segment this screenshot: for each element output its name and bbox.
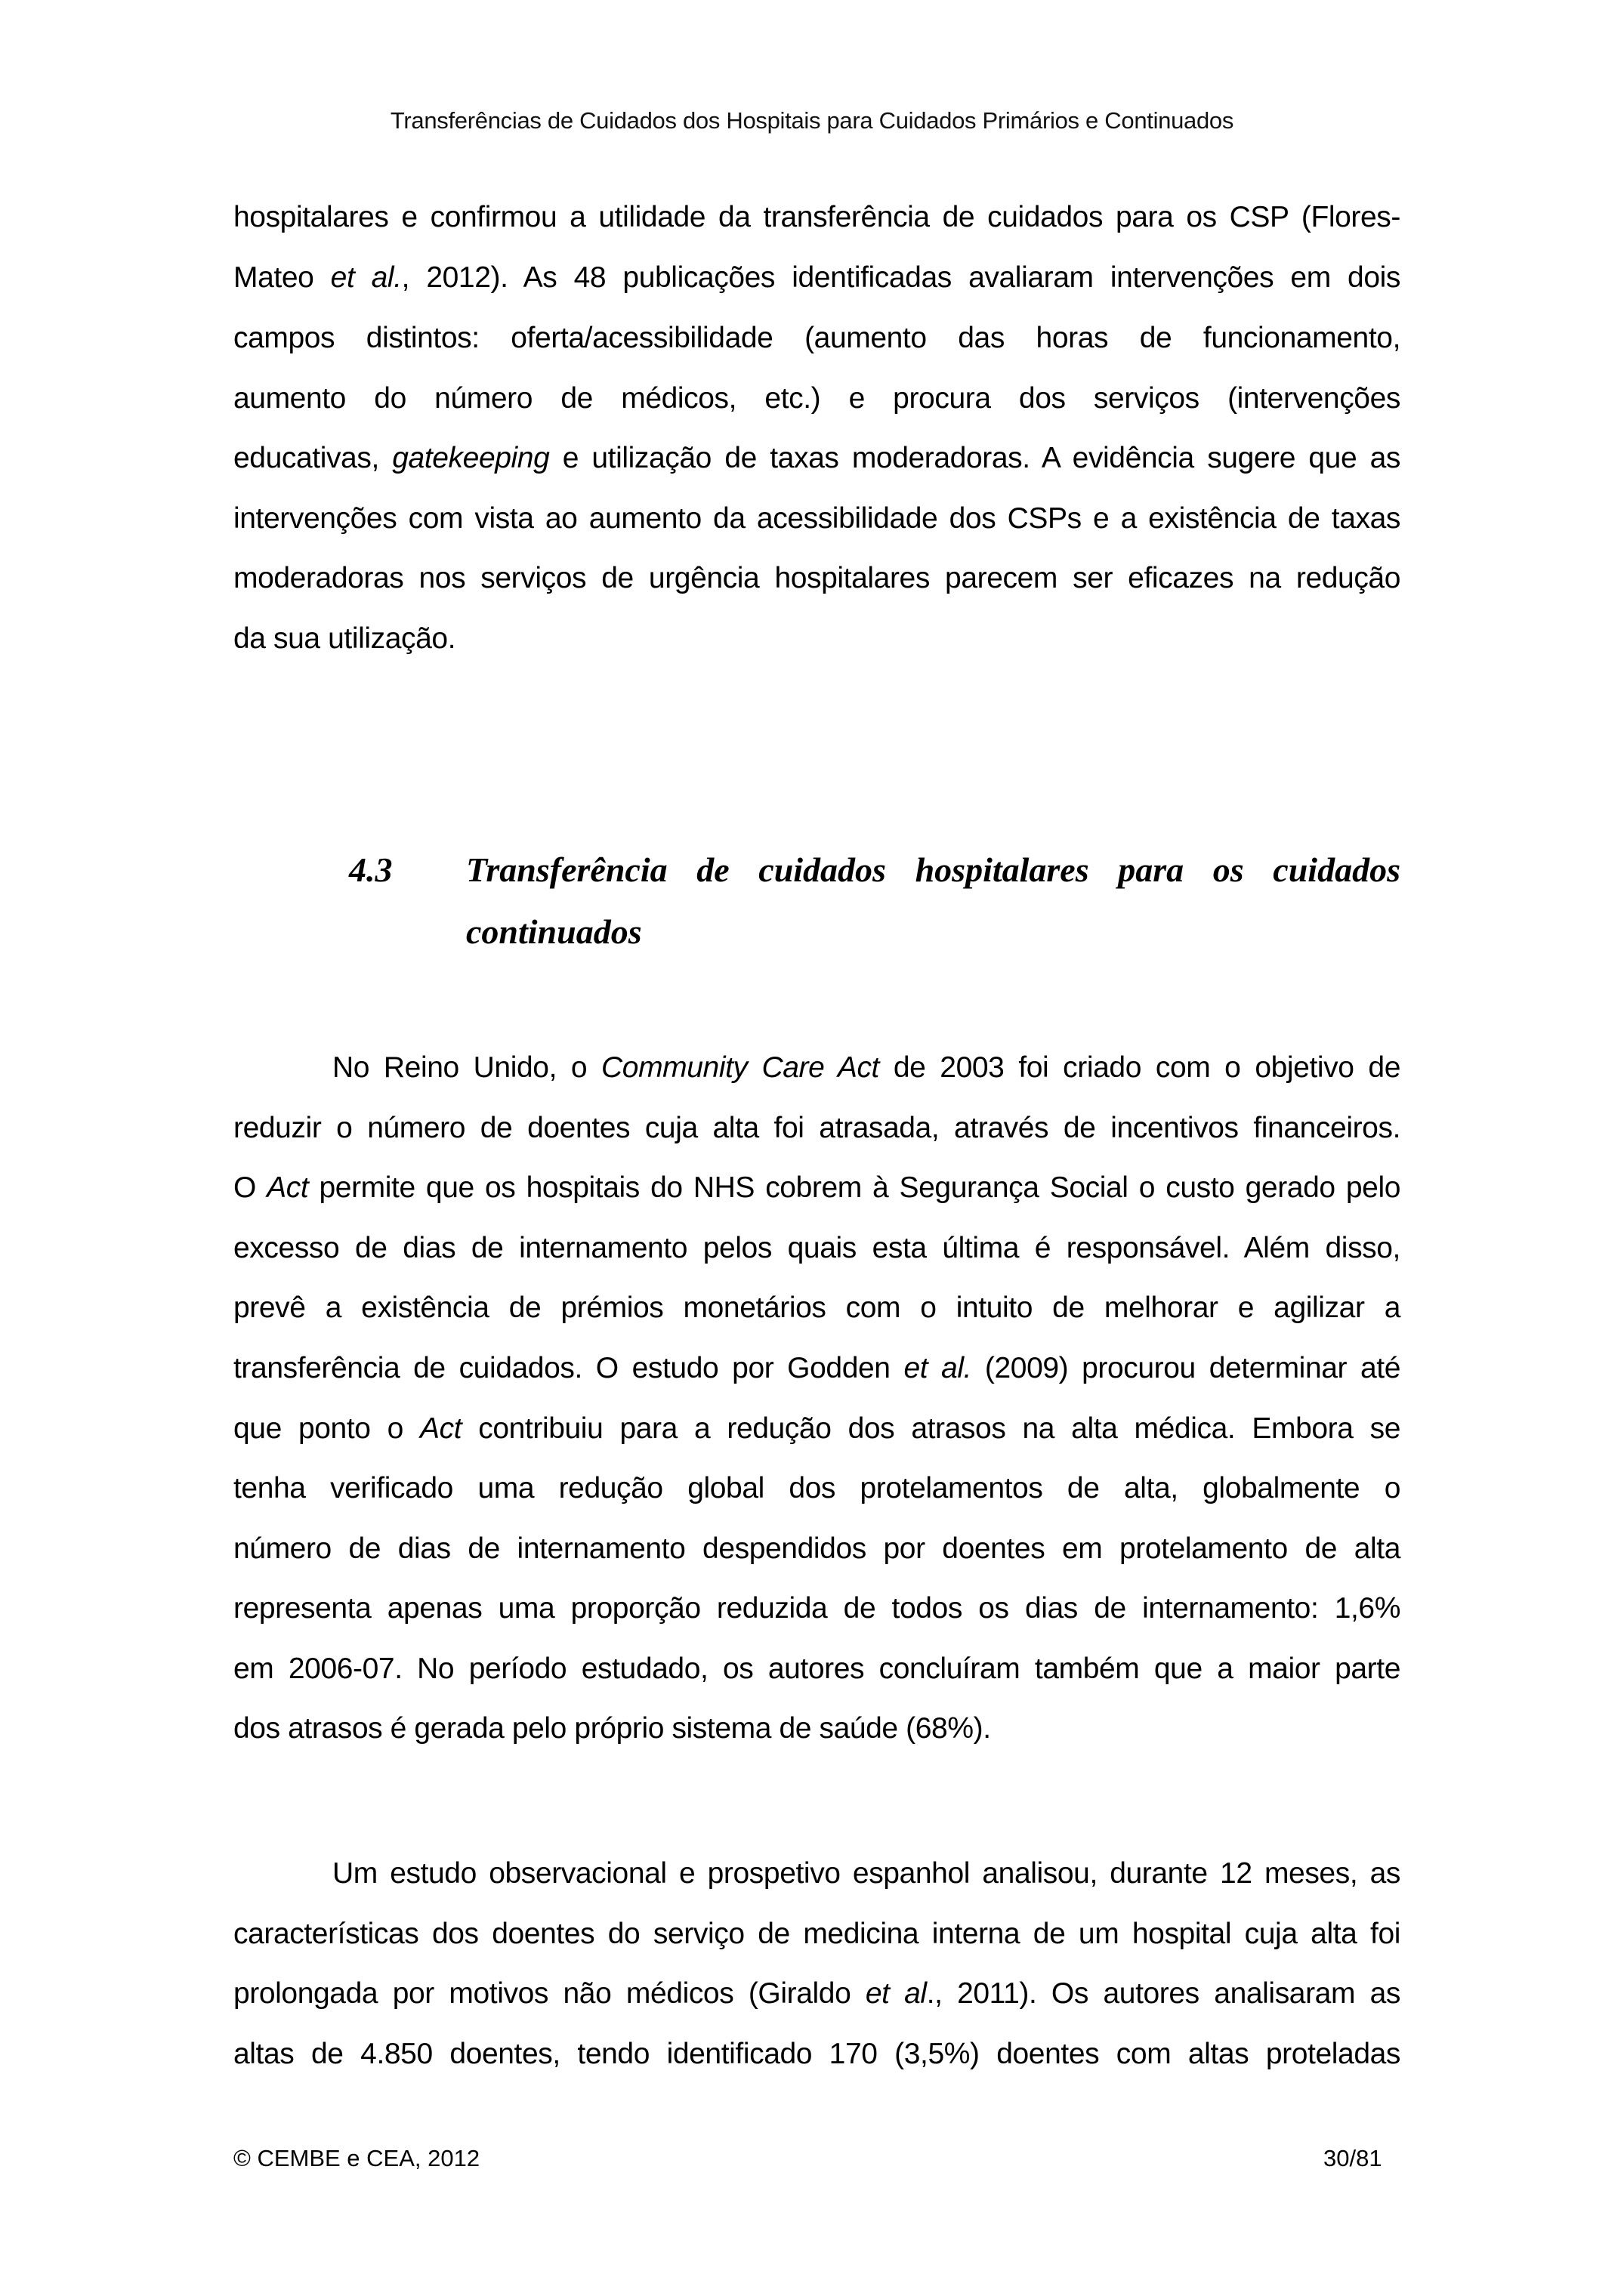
text-line: em 2006-07. No período estudado, os autores concluíram também que a maior parte xyxy=(233,1653,1400,1685)
text-line: altas de 4.850 doentes, tendo identificado 170 (3,5%) doentes com altas proteladas xyxy=(233,2038,1400,2070)
text-line: campos distintos: oferta/acessibilidade (aumento das horas de funcionamento, xyxy=(233,322,1400,354)
page-number: 30/81 xyxy=(1323,2145,1382,2171)
italic-text: Community Care Act xyxy=(601,1051,879,1084)
text-line: intervenções com vista ao aumento da acessibilidade dos CSPs e a existência de taxas xyxy=(233,502,1400,535)
text-line: Um estudo observacional e prospetivo espanhol analisou, durante 12 meses, as xyxy=(332,1857,1400,1890)
text-line: hospitalares e confirmou a utilidade da transferência de cuidados para os CSP (Flores- xyxy=(233,201,1400,233)
text-line: No Reino Unido, o Community Care Act de 2003 foi criado com o objetivo de xyxy=(332,1051,1400,1084)
text-line: excesso de dias de internamento pelos quais esta última é responsável. Além disso, xyxy=(233,1232,1400,1264)
text-line: transferência de cuidados. O estudo por Godden et al. (2009) procurou determinar até xyxy=(233,1352,1400,1384)
text-line: prevê a existência de prémios monetários com o intuito de melhorar e agilizar a xyxy=(233,1292,1400,1324)
text-line: educativas, gatekeeping e utilização de taxas moderadoras. A evidência sugere que as xyxy=(233,442,1401,474)
text-line: prolongada por motivos não médicos (Giraldo et al., 2011). Os autores analisaram as xyxy=(233,1977,1400,2010)
italic-text: et al xyxy=(865,1977,927,2010)
footer-copyright: © CEMBE e CEA, 2012 xyxy=(233,2145,480,2171)
italic-text: gatekeeping xyxy=(392,442,550,474)
italic-text: et al. xyxy=(330,261,402,294)
text-line: da sua utilização. xyxy=(233,622,456,655)
text-line: que ponto o Act contribuiu para a redução dos atrasos na alta médica. Embora se xyxy=(233,1412,1401,1445)
text-line: moderadoras nos serviços de urgência hospitalares parecem ser eficazes na redução xyxy=(233,562,1400,594)
italic-text: Act xyxy=(267,1171,309,1204)
section-title: Transferência de cuidados hospitalares para os cuidados xyxy=(466,850,1400,889)
text-line: número de dias de internamento despendidos por doentes em protelamento de alta xyxy=(233,1532,1400,1565)
italic-text: et al. xyxy=(903,1352,972,1384)
text-line: aumento do número de médicos, etc.) e procura dos serviços (intervenções xyxy=(233,382,1400,415)
text-line: representa apenas uma proporção reduzida de todos os dias de internamento: 1,6% xyxy=(233,1592,1400,1625)
section-title-continued: continuados xyxy=(466,912,642,951)
text-line: Mateo et al., 2012). As 48 publicações identificadas avaliaram intervenções em dois xyxy=(233,261,1401,294)
text-line: dos atrasos é gerada pelo próprio sistema de saúde (68%). xyxy=(233,1712,991,1745)
text-line: O Act permite que os hospitais do NHS cobrem à Segurança Social o custo gerado pelo xyxy=(233,1171,1401,1204)
section-number: 4.3 xyxy=(349,850,393,889)
running-header: Transferências de Cuidados dos Hospitais para Cuidados Primários e Continuados xyxy=(390,107,1234,134)
text-line: características dos doentes do serviço de medicina interna de um hospital cuja alta foi xyxy=(233,1918,1400,1950)
text-line: reduzir o número de doentes cuja alta foi atrasada, através de incentivos financeiros. xyxy=(233,1112,1400,1144)
italic-text: Act xyxy=(420,1412,462,1445)
text-line: tenha verificado uma redução global dos protelamentos de alta, globalmente o xyxy=(233,1472,1400,1504)
